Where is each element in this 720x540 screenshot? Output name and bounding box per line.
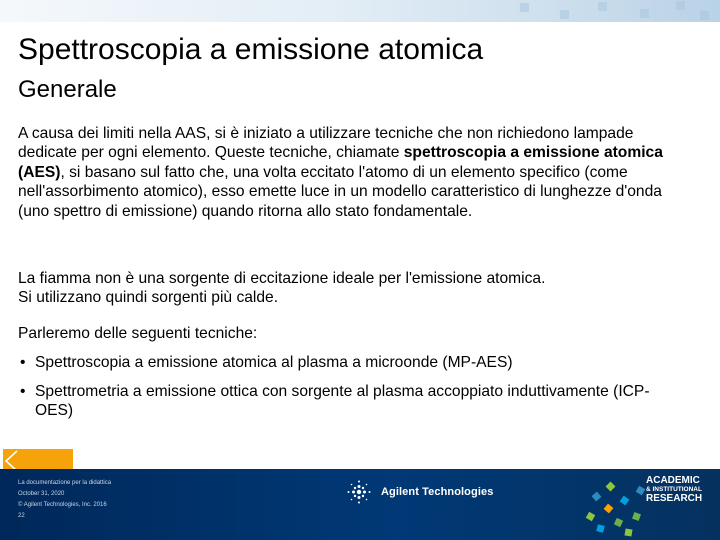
tile bbox=[596, 524, 605, 533]
tile bbox=[606, 482, 616, 492]
banner-square bbox=[676, 1, 685, 10]
tile bbox=[592, 492, 602, 502]
tile bbox=[636, 486, 646, 496]
tile bbox=[614, 518, 623, 527]
slide-subtitle: Generale bbox=[18, 76, 117, 103]
footer-note-course: La documentazione per la didattica bbox=[18, 480, 112, 486]
banner-square bbox=[598, 2, 607, 11]
paragraph-flame bbox=[18, 269, 688, 308]
bullet-item bbox=[18, 382, 668, 421]
paragraph-intro-text: A causa dei limiti nella AAS, si è iniziato a utilizzare tecniche che non richiedono lampade dedicate per ogni elemento. Queste tecniche, chiamate bbox=[18, 125, 634, 162]
agilent-spark-icon bbox=[345, 478, 373, 506]
bullet-text: Spettrometria a emissione ottica con sorgente al plasma accoppiato induttivamente (ICP-OES) bbox=[35, 383, 650, 420]
academic-research-label bbox=[646, 476, 702, 504]
tile bbox=[586, 512, 596, 522]
footer-note-copyright: © Agilent Technologies, Inc. 2016 bbox=[18, 502, 107, 508]
academic-line3: RESEARCH bbox=[646, 493, 703, 504]
banner-square bbox=[520, 3, 529, 12]
academic-line2: & INSTITUTIONAL bbox=[646, 486, 702, 493]
bullet-item bbox=[18, 353, 668, 372]
academic-line1: ACADEMIC bbox=[646, 475, 700, 486]
tile bbox=[620, 496, 630, 506]
banner-square bbox=[640, 9, 649, 18]
bullet-mark: • bbox=[20, 383, 26, 400]
tile bbox=[632, 512, 641, 521]
banner-square bbox=[700, 11, 709, 20]
banner-square bbox=[560, 10, 569, 19]
top-banner bbox=[0, 0, 720, 22]
paragraph-techniques: Parleremo delle seguenti tecniche: bbox=[18, 325, 258, 342]
paragraph-flame-line1: La fiamma non è una sorgente di eccitazione ideale per l'emissione atomica. bbox=[18, 270, 546, 287]
footer-note-date: October 31, 2020 bbox=[18, 491, 65, 497]
tile bbox=[624, 528, 632, 536]
agilent-brand-name: Agilent Technologies bbox=[381, 486, 494, 498]
footer-note-page-number: 22 bbox=[18, 513, 25, 519]
paragraph-intro-text-end: , si basano sul fatto che, una volta eccitato l'atomo di un elemento specifico (come nell'assorbimento atomico), esso emette luce in un modello caratteristico di lunghezze d'onda (uno spettro di emissione) quando ritorna allo stato fondamentale. bbox=[18, 163, 662, 220]
bullet-text: Spettroscopia a emissione atomica al plasma a microonde (MP-AES) bbox=[35, 354, 513, 371]
paragraph-intro bbox=[18, 124, 688, 221]
paragraph-intro-bold: spettroscopia a emissione atomica (AES) bbox=[18, 144, 663, 181]
slide-title: Spettroscopia a emissione atomica bbox=[18, 33, 484, 66]
tile bbox=[604, 504, 614, 514]
paragraph-flame-line2: Si utilizzano quindi sorgenti più calde. bbox=[18, 289, 279, 307]
footer-notes bbox=[18, 478, 111, 522]
agilent-logo bbox=[345, 478, 505, 506]
bullet-mark: • bbox=[20, 354, 26, 371]
